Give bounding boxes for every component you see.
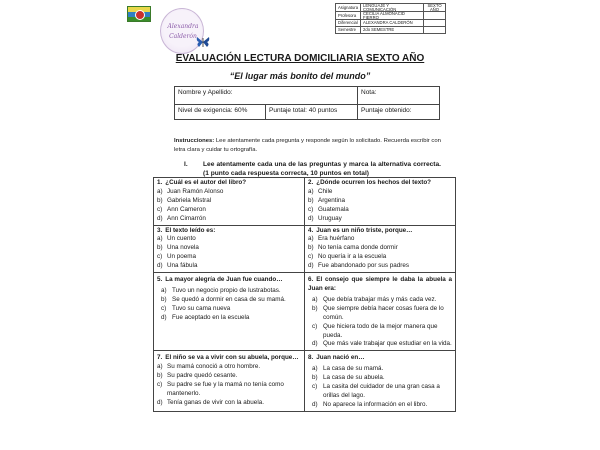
- answer-option[interactable]: d) Ann Cimarrón: [157, 214, 206, 222]
- page-title: EVALUACIÓN LECTURA DOMICILIARIA SEXTO AÑO: [175, 53, 425, 64]
- answer-option[interactable]: d) No aparece la información en el libro.: [312, 400, 428, 408]
- answer-option[interactable]: c) Guatemala: [308, 205, 349, 213]
- question-text: El niño se va a vivir con su abuela, porque…: [165, 354, 299, 362]
- question-text: Juan nació en…: [316, 354, 365, 362]
- info-value: CECILIA ALMONACID FIERRO: [361, 12, 424, 20]
- info-extra: SEXTO AÑO: [424, 4, 446, 12]
- answer-option[interactable]: d) Tenía ganas de vivir con la abuela.: [157, 398, 264, 406]
- answer-option[interactable]: d) Fue abandonado por sus padres: [308, 262, 410, 270]
- question-number: 3.: [157, 226, 163, 234]
- question-cell: [305, 273, 456, 351]
- question-cell: [154, 273, 305, 351]
- book-title: “El lugar más bonito del mundo”: [229, 71, 371, 81]
- answer-option[interactable]: a) Su mamá conoció a otro hombre.: [157, 363, 261, 371]
- exigencia-cell: Nivel de exigencia: 60%: [175, 105, 266, 120]
- question-cell: [305, 178, 456, 226]
- answer-option[interactable]: a) Tuvo un negocio propio de lustrabotas.: [161, 286, 281, 294]
- question-number: 1.: [157, 179, 163, 186]
- answer-option[interactable]: d) Que más vale trabajar que estudiar en la vida.: [312, 340, 452, 348]
- instructions-text: Lee atentamente cada pregunta y responde según lo solicitado. Recuerda escribir con letra clara y cuidar tu ortografía.: [174, 138, 441, 153]
- info-label: Asignatura: [336, 4, 361, 12]
- logo-text-line1: Alexandra: [167, 23, 199, 30]
- answer-option[interactable]: b) No tenía cama donde dormir: [308, 244, 398, 252]
- question-number: 4.: [308, 226, 314, 234]
- answer-option[interactable]: b) Gabriela Mistral: [157, 196, 212, 204]
- answer-option[interactable]: a) Juan Ramón Alonso: [157, 187, 224, 195]
- question-text: ¿Dónde ocurren los hechos del texto?: [316, 179, 432, 186]
- info-label: Semestre: [336, 27, 361, 34]
- answer-option[interactable]: c) La casita del cuidador de una gran casa a orillas del lago.: [312, 383, 440, 399]
- answer-option[interactable]: b) Una novela: [157, 244, 199, 252]
- question-cell: [305, 351, 456, 411]
- answer-option[interactable]: a) Que debía trabajar más y más cada vez.: [312, 295, 437, 303]
- answer-option[interactable]: b) La casa de su abuela.: [312, 374, 385, 382]
- info-value: 2do SEMESTRE: [361, 27, 424, 34]
- question-number: 7.: [157, 354, 163, 362]
- logo-text-line2: Calderón: [169, 33, 197, 40]
- instructions: [174, 137, 441, 154]
- question-number: 6.: [308, 276, 314, 284]
- question-cell: [154, 178, 305, 226]
- answer-option[interactable]: b) Su padre quedó cesante.: [157, 372, 238, 380]
- answer-option[interactable]: c) Su padre se fue y la mamá no tenía como mantenerlo.: [157, 381, 284, 397]
- answer-option[interactable]: a) Chile: [308, 187, 333, 195]
- question-text: El consejo que siempre le daba la abuela a Juan era:: [308, 276, 452, 292]
- answer-option[interactable]: d) Uruguay: [308, 214, 342, 222]
- obtained-points-field[interactable]: Puntaje obtenido:: [358, 105, 440, 120]
- answer-option[interactable]: d) Fue aceptado en la escuela: [161, 313, 250, 321]
- instructions-label: Instrucciones:: [174, 138, 215, 144]
- section-number: I.: [184, 161, 188, 168]
- answer-option[interactable]: c) Que hiciera todo de la mejor manera que pueda.: [312, 322, 438, 339]
- info-label: Profesora: [336, 12, 361, 20]
- question-text: La mayor alegría de Juan fue cuando…: [165, 276, 283, 284]
- question-number: 5.: [157, 276, 163, 284]
- answer-option[interactable]: b) Que siempre debía hacer cosas fuera de lo común.: [312, 304, 444, 321]
- question-text: ¿Cuál es el autor del libro?: [165, 179, 247, 186]
- school-logo: [127, 6, 151, 22]
- answer-option[interactable]: d) Una fábula: [157, 262, 198, 270]
- answer-option[interactable]: a) Era huérfano: [308, 235, 355, 243]
- question-text: El texto leído es:: [165, 226, 216, 234]
- answer-option[interactable]: c) Ann Cameron: [157, 205, 206, 213]
- grade-field[interactable]: Nota:: [358, 87, 440, 105]
- info-label: Diferencial: [336, 20, 361, 27]
- section-text: Lee atentamente cada una de las preguntas y marca la alternativa correcta. (1 punto cada respuesta correcta, 10 puntos en total): [203, 161, 441, 177]
- answer-option[interactable]: b) Argentina: [308, 196, 345, 204]
- answer-option[interactable]: c) Tuvo su cama nueva: [161, 304, 231, 312]
- question-cell: [154, 225, 305, 273]
- butterfly-icon: [196, 36, 210, 48]
- answer-option[interactable]: a) La casa de su mamá.: [312, 365, 384, 373]
- student-info-table: [174, 86, 440, 120]
- answer-option[interactable]: a) Un cuento: [157, 235, 196, 243]
- answer-option[interactable]: c) No quería ir a la escuela: [308, 253, 387, 261]
- info-value: ALEXANDRA CALDERÓN: [361, 20, 424, 27]
- total-points-cell: Puntaje total: 40 puntos: [266, 105, 358, 120]
- questions-table: [153, 177, 456, 412]
- question-number: 2.: [308, 179, 314, 186]
- question-number: 8.: [308, 354, 314, 362]
- question-text: Juan es un niño triste, porque…: [316, 226, 413, 234]
- question-cell: [305, 225, 456, 273]
- section-heading: [184, 160, 441, 178]
- answer-option[interactable]: b) Se quedó a dormir en casa de su mamá.: [161, 295, 286, 303]
- question-cell: [154, 351, 305, 411]
- info-value: LENGUAJE Y COMUNICACIÓN: [361, 4, 424, 12]
- course-info-table: [335, 3, 446, 34]
- answer-option[interactable]: c) Un poema: [157, 253, 197, 261]
- name-field[interactable]: Nombre y Apellido:: [175, 87, 358, 105]
